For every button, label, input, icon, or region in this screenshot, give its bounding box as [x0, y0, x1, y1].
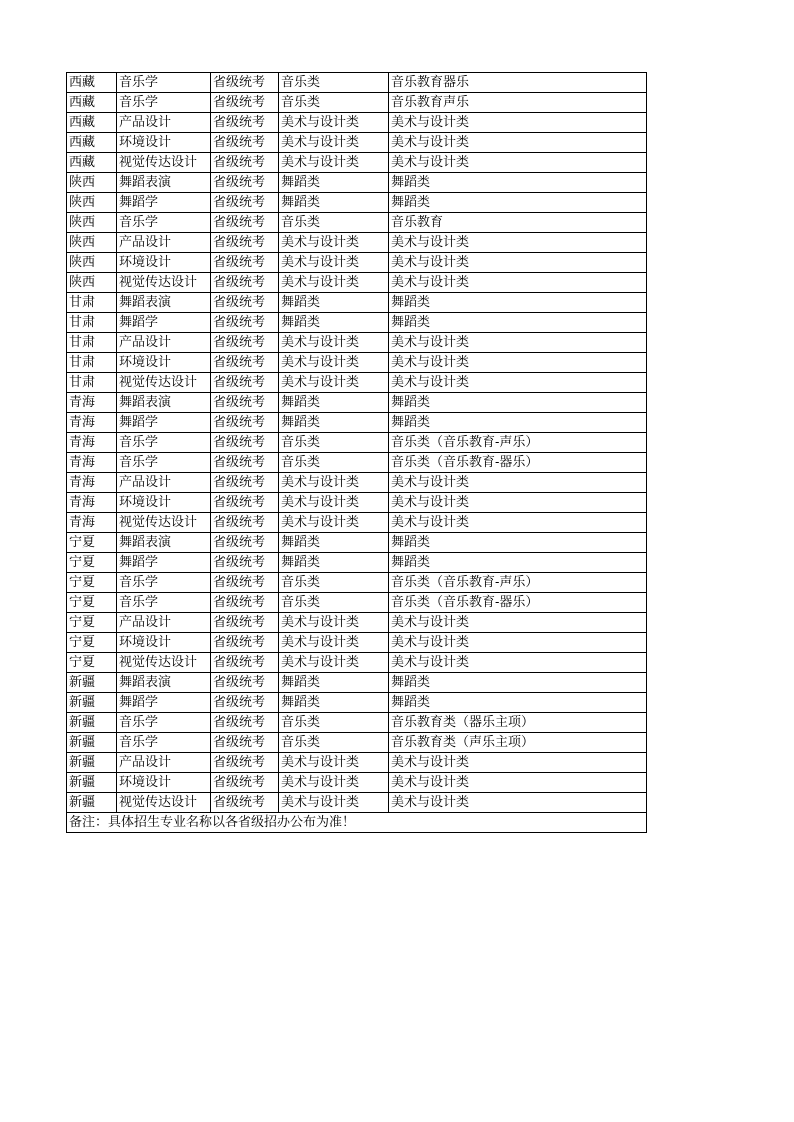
exam-type-cell: 省级统考 [211, 193, 279, 213]
category-cell: 音乐类 [279, 93, 389, 113]
major-cell: 视觉传达设计 [117, 653, 211, 673]
table-row [67, 793, 647, 813]
table-row [67, 473, 647, 493]
category-cell: 美术与设计类 [279, 633, 389, 653]
table-row [67, 273, 647, 293]
subcategory-cell: 音乐类（音乐教育-器乐） [389, 593, 647, 613]
table-row [67, 353, 647, 373]
province-cell: 西藏 [67, 113, 117, 133]
province-cell: 西藏 [67, 133, 117, 153]
major-cell: 音乐学 [117, 573, 211, 593]
note-text: 备注：具体招生专业名称以各省级招办公布为准！ [67, 813, 647, 833]
province-cell: 新疆 [67, 693, 117, 713]
province-cell: 青海 [67, 433, 117, 453]
major-cell: 环境设计 [117, 353, 211, 373]
exam-type-cell: 省级统考 [211, 173, 279, 193]
exam-type-cell: 省级统考 [211, 153, 279, 173]
province-cell: 新疆 [67, 793, 117, 813]
province-cell: 陕西 [67, 233, 117, 253]
subcategory-cell: 美术与设计类 [389, 633, 647, 653]
province-cell: 陕西 [67, 253, 117, 273]
major-cell: 产品设计 [117, 473, 211, 493]
table-row [67, 753, 647, 773]
major-cell: 产品设计 [117, 113, 211, 133]
province-cell: 西藏 [67, 73, 117, 93]
category-cell: 舞蹈类 [279, 693, 389, 713]
category-cell: 音乐类 [279, 733, 389, 753]
category-cell: 美术与设计类 [279, 753, 389, 773]
table-row [67, 413, 647, 433]
subcategory-cell: 美术与设计类 [389, 373, 647, 393]
table-row [67, 633, 647, 653]
exam-type-cell: 省级统考 [211, 273, 279, 293]
province-cell: 陕西 [67, 213, 117, 233]
province-cell: 陕西 [67, 173, 117, 193]
major-cell: 产品设计 [117, 613, 211, 633]
major-cell: 音乐学 [117, 453, 211, 473]
major-cell: 环境设计 [117, 773, 211, 793]
major-cell: 产品设计 [117, 753, 211, 773]
province-cell: 青海 [67, 393, 117, 413]
category-cell: 舞蹈类 [279, 293, 389, 313]
province-cell: 宁夏 [67, 573, 117, 593]
province-cell: 新疆 [67, 733, 117, 753]
exam-type-cell: 省级统考 [211, 613, 279, 633]
category-cell: 美术与设计类 [279, 253, 389, 273]
exam-type-cell: 省级统考 [211, 213, 279, 233]
province-cell: 新疆 [67, 753, 117, 773]
subcategory-cell: 舞蹈类 [389, 313, 647, 333]
exam-type-cell: 省级统考 [211, 733, 279, 753]
major-cell: 音乐学 [117, 213, 211, 233]
category-cell: 舞蹈类 [279, 673, 389, 693]
table-row [67, 773, 647, 793]
subcategory-cell: 舞蹈类 [389, 693, 647, 713]
province-cell: 宁夏 [67, 533, 117, 553]
subcategory-cell: 音乐教育类（声乐主项） [389, 733, 647, 753]
category-cell: 美术与设计类 [279, 353, 389, 373]
major-cell: 舞蹈表演 [117, 293, 211, 313]
exam-type-cell: 省级统考 [211, 573, 279, 593]
table-row [67, 533, 647, 553]
province-cell: 青海 [67, 473, 117, 493]
subcategory-cell: 美术与设计类 [389, 473, 647, 493]
table-row [67, 713, 647, 733]
province-cell: 甘肃 [67, 313, 117, 333]
exam-type-cell: 省级统考 [211, 673, 279, 693]
table-row [67, 253, 647, 273]
subcategory-cell: 音乐教育类（器乐主项） [389, 713, 647, 733]
table-row [67, 193, 647, 213]
province-cell: 新疆 [67, 713, 117, 733]
exam-type-cell: 省级统考 [211, 413, 279, 433]
major-cell: 视觉传达设计 [117, 153, 211, 173]
subcategory-cell: 舞蹈类 [389, 533, 647, 553]
province-cell: 甘肃 [67, 293, 117, 313]
category-cell: 音乐类 [279, 573, 389, 593]
subcategory-cell: 美术与设计类 [389, 253, 647, 273]
major-cell: 音乐学 [117, 93, 211, 113]
category-cell: 舞蹈类 [279, 313, 389, 333]
exam-type-cell: 省级统考 [211, 533, 279, 553]
subcategory-cell: 音乐教育 [389, 213, 647, 233]
exam-type-cell: 省级统考 [211, 713, 279, 733]
subcategory-cell: 美术与设计类 [389, 333, 647, 353]
major-cell: 音乐学 [117, 73, 211, 93]
exam-type-cell: 省级统考 [211, 313, 279, 333]
province-cell: 青海 [67, 513, 117, 533]
province-cell: 新疆 [67, 773, 117, 793]
table-row [67, 173, 647, 193]
major-cell: 视觉传达设计 [117, 513, 211, 533]
subcategory-cell: 美术与设计类 [389, 793, 647, 813]
category-cell: 音乐类 [279, 433, 389, 453]
subcategory-cell: 音乐教育器乐 [389, 73, 647, 93]
exam-type-cell: 省级统考 [211, 773, 279, 793]
major-cell: 舞蹈表演 [117, 673, 211, 693]
table-row [67, 573, 647, 593]
table-row [67, 333, 647, 353]
subcategory-cell: 美术与设计类 [389, 653, 647, 673]
subcategory-cell: 美术与设计类 [389, 133, 647, 153]
province-cell: 西藏 [67, 93, 117, 113]
subcategory-cell: 美术与设计类 [389, 773, 647, 793]
table-row [67, 393, 647, 413]
table-row [67, 153, 647, 173]
exam-type-cell: 省级统考 [211, 333, 279, 353]
province-cell: 新疆 [67, 673, 117, 693]
major-cell: 音乐学 [117, 733, 211, 753]
table-row [67, 653, 647, 673]
exam-type-cell: 省级统考 [211, 93, 279, 113]
table-row [67, 693, 647, 713]
province-cell: 陕西 [67, 193, 117, 213]
category-cell: 舞蹈类 [279, 413, 389, 433]
table-row [67, 73, 647, 93]
exam-type-cell: 省级统考 [211, 393, 279, 413]
table-row [67, 433, 647, 453]
province-cell: 宁夏 [67, 613, 117, 633]
exam-type-cell: 省级统考 [211, 793, 279, 813]
exam-type-cell: 省级统考 [211, 233, 279, 253]
category-cell: 舞蹈类 [279, 533, 389, 553]
category-cell: 美术与设计类 [279, 113, 389, 133]
subcategory-cell: 美术与设计类 [389, 513, 647, 533]
exam-type-cell: 省级统考 [211, 753, 279, 773]
subcategory-cell: 音乐类（音乐教育-声乐） [389, 433, 647, 453]
table-row [67, 373, 647, 393]
category-cell: 舞蹈类 [279, 553, 389, 573]
category-cell: 音乐类 [279, 213, 389, 233]
major-cell: 舞蹈学 [117, 313, 211, 333]
subcategory-cell: 美术与设计类 [389, 493, 647, 513]
province-cell: 宁夏 [67, 553, 117, 573]
province-cell: 宁夏 [67, 593, 117, 613]
category-cell: 美术与设计类 [279, 133, 389, 153]
exam-type-cell: 省级统考 [211, 133, 279, 153]
exam-type-cell: 省级统考 [211, 513, 279, 533]
major-cell: 产品设计 [117, 233, 211, 253]
province-cell: 青海 [67, 413, 117, 433]
category-cell: 音乐类 [279, 73, 389, 93]
category-cell: 美术与设计类 [279, 513, 389, 533]
subcategory-cell: 舞蹈类 [389, 293, 647, 313]
category-cell: 舞蹈类 [279, 193, 389, 213]
note-row [67, 813, 647, 833]
admissions-table [66, 72, 647, 833]
major-cell: 舞蹈表演 [117, 173, 211, 193]
subcategory-cell: 舞蹈类 [389, 393, 647, 413]
exam-type-cell: 省级统考 [211, 553, 279, 573]
category-cell: 美术与设计类 [279, 653, 389, 673]
province-cell: 青海 [67, 493, 117, 513]
subcategory-cell: 舞蹈类 [389, 413, 647, 433]
exam-type-cell: 省级统考 [211, 253, 279, 273]
category-cell: 音乐类 [279, 453, 389, 473]
category-cell: 美术与设计类 [279, 153, 389, 173]
province-cell: 青海 [67, 453, 117, 473]
table-row [67, 113, 647, 133]
exam-type-cell: 省级统考 [211, 353, 279, 373]
subcategory-cell: 舞蹈类 [389, 193, 647, 213]
table-row [67, 233, 647, 253]
major-cell: 音乐学 [117, 433, 211, 453]
category-cell: 美术与设计类 [279, 373, 389, 393]
exam-type-cell: 省级统考 [211, 293, 279, 313]
major-cell: 音乐学 [117, 713, 211, 733]
table-row [67, 133, 647, 153]
major-cell: 视觉传达设计 [117, 273, 211, 293]
exam-type-cell: 省级统考 [211, 693, 279, 713]
major-cell: 舞蹈学 [117, 693, 211, 713]
subcategory-cell: 音乐教育声乐 [389, 93, 647, 113]
category-cell: 美术与设计类 [279, 493, 389, 513]
category-cell: 美术与设计类 [279, 793, 389, 813]
table-row [67, 493, 647, 513]
major-cell: 舞蹈学 [117, 553, 211, 573]
table-row [67, 733, 647, 753]
province-cell: 甘肃 [67, 353, 117, 373]
category-cell: 美术与设计类 [279, 333, 389, 353]
table-row [67, 673, 647, 693]
category-cell: 舞蹈类 [279, 393, 389, 413]
exam-type-cell: 省级统考 [211, 453, 279, 473]
table-row [67, 593, 647, 613]
major-cell: 舞蹈学 [117, 193, 211, 213]
table-row [67, 553, 647, 573]
table-row [67, 313, 647, 333]
table-body [67, 73, 647, 813]
subcategory-cell: 舞蹈类 [389, 173, 647, 193]
major-cell: 音乐学 [117, 593, 211, 613]
subcategory-cell: 美术与设计类 [389, 273, 647, 293]
major-cell: 环境设计 [117, 253, 211, 273]
category-cell: 美术与设计类 [279, 773, 389, 793]
major-cell: 环境设计 [117, 133, 211, 153]
exam-type-cell: 省级统考 [211, 633, 279, 653]
category-cell: 美术与设计类 [279, 273, 389, 293]
subcategory-cell: 美术与设计类 [389, 113, 647, 133]
category-cell: 美术与设计类 [279, 473, 389, 493]
exam-type-cell: 省级统考 [211, 113, 279, 133]
table-row [67, 213, 647, 233]
table-row [67, 293, 647, 313]
province-cell: 西藏 [67, 153, 117, 173]
major-cell: 舞蹈表演 [117, 393, 211, 413]
subcategory-cell: 美术与设计类 [389, 233, 647, 253]
province-cell: 甘肃 [67, 333, 117, 353]
category-cell: 舞蹈类 [279, 173, 389, 193]
province-cell: 陕西 [67, 273, 117, 293]
exam-type-cell: 省级统考 [211, 433, 279, 453]
exam-type-cell: 省级统考 [211, 653, 279, 673]
exam-type-cell: 省级统考 [211, 473, 279, 493]
major-cell: 舞蹈表演 [117, 533, 211, 553]
subcategory-cell: 美术与设计类 [389, 153, 647, 173]
subcategory-cell: 音乐类（音乐教育-器乐） [389, 453, 647, 473]
province-cell: 甘肃 [67, 373, 117, 393]
subcategory-cell: 美术与设计类 [389, 613, 647, 633]
major-cell: 产品设计 [117, 333, 211, 353]
province-cell: 宁夏 [67, 633, 117, 653]
category-cell: 音乐类 [279, 593, 389, 613]
subcategory-cell: 舞蹈类 [389, 673, 647, 693]
category-cell: 音乐类 [279, 713, 389, 733]
table-row [67, 453, 647, 473]
province-cell: 宁夏 [67, 653, 117, 673]
subcategory-cell: 美术与设计类 [389, 753, 647, 773]
exam-type-cell: 省级统考 [211, 493, 279, 513]
major-cell: 视觉传达设计 [117, 373, 211, 393]
table-row [67, 613, 647, 633]
subcategory-cell: 音乐类（音乐教育-声乐） [389, 573, 647, 593]
subcategory-cell: 舞蹈类 [389, 553, 647, 573]
category-cell: 美术与设计类 [279, 613, 389, 633]
subcategory-cell: 美术与设计类 [389, 353, 647, 373]
exam-type-cell: 省级统考 [211, 593, 279, 613]
major-cell: 舞蹈学 [117, 413, 211, 433]
major-cell: 环境设计 [117, 493, 211, 513]
major-cell: 视觉传达设计 [117, 793, 211, 813]
exam-type-cell: 省级统考 [211, 373, 279, 393]
table-row [67, 513, 647, 533]
major-cell: 环境设计 [117, 633, 211, 653]
table-row [67, 93, 647, 113]
exam-type-cell: 省级统考 [211, 73, 279, 93]
category-cell: 美术与设计类 [279, 233, 389, 253]
